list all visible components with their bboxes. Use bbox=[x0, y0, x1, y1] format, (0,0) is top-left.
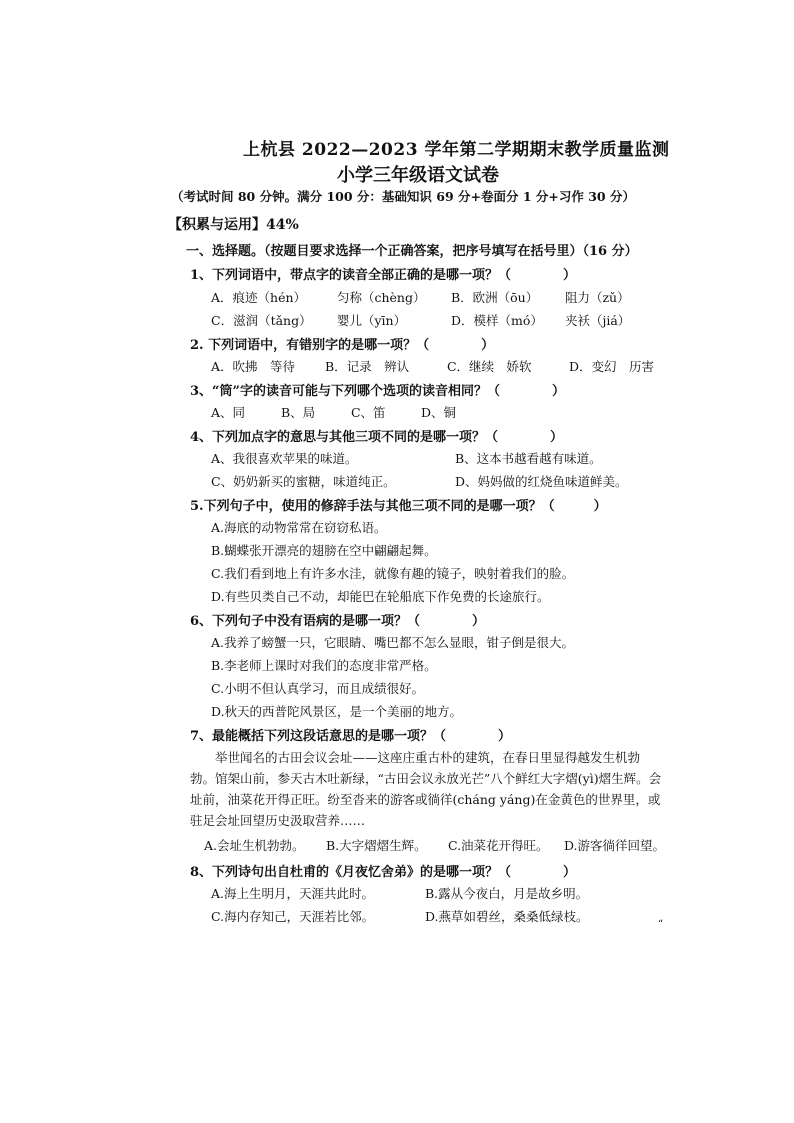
question-stem-1: 1、下列词语中，带点字的读音全部正确的是哪一项？（ ） bbox=[190, 268, 577, 283]
part-heading: 一、选择题。（按题目要求选择一个正确答案，把序号填写在括号里）（16 分） bbox=[186, 244, 638, 259]
option-b: B.李老师上课时对我们的态度非常严格。 bbox=[211, 658, 437, 673]
option-a: A、我很喜欢苹果的味道。 bbox=[211, 451, 358, 466]
page-mark: “ bbox=[658, 919, 664, 930]
q7-option-row bbox=[204, 836, 665, 854]
q3-option-row bbox=[211, 403, 456, 421]
q8-option-row-2 bbox=[211, 907, 589, 925]
option-a-1: A．痕迹（hén） bbox=[211, 290, 307, 305]
exam-title: 上杭县 2022—2023 学年第二学期期末教学质量监测 bbox=[243, 140, 670, 160]
option-c-2: 婴儿（yīn） bbox=[336, 313, 407, 328]
option-c: C.油菜花开得旺。 bbox=[447, 838, 549, 853]
question-stem-7: 7、最能概括下列这段话意思的是哪一项？（ ） bbox=[190, 729, 512, 744]
option-c: C.小明不但认真学习，而且成绩很好。 bbox=[211, 681, 425, 696]
exam-info: （考试时间 80 分钟。满分 100 分：基础知识 69 分+卷面分 1 分+习作 30 分） bbox=[171, 189, 635, 204]
option-b: B.蝴蝶张开漂亮的翅膀在空中翩翩起舞。 bbox=[211, 543, 437, 558]
option-d: D、妈妈做的红烧鱼味道鲜美。 bbox=[454, 474, 628, 489]
option-c: C．继续 娇软 bbox=[446, 359, 532, 374]
option-d: D.燕草如碧丝，桑桑低绿枝。 bbox=[424, 909, 589, 924]
option-a: A.会址生机勃勃。 bbox=[204, 838, 305, 853]
q8-option-row-1 bbox=[211, 884, 588, 902]
option-d-1: D．模样（mó） bbox=[450, 313, 543, 328]
option-d: D.有些贝类自己不动，却能巴在轮船底下作免费的长途旅行。 bbox=[211, 589, 550, 604]
question-stem-4: 4、下列加点字的意思与其他三项不同的是哪一项？（ ） bbox=[190, 430, 564, 445]
option-b: B.露从今夜白，月是故乡明。 bbox=[424, 886, 589, 901]
option-a-2: 匀称（chèng） bbox=[336, 290, 426, 305]
exam-subtitle: 小学三年级语文试卷 bbox=[337, 165, 499, 186]
option-d: D.秋天的西普陀风景区，是一个美丽的地方。 bbox=[211, 704, 463, 719]
option-a: A．吹拂 等待 bbox=[211, 359, 296, 374]
option-b-2: 阻力（zǔ） bbox=[564, 290, 630, 305]
option-b-1: B．欧洲（ōu） bbox=[450, 290, 539, 305]
question-stem-8: 8、下列诗句出自杜甫的《月夜忆舍弟》的是哪一项？（ ） bbox=[190, 865, 577, 880]
option-b: B．记录 辨认 bbox=[324, 359, 410, 374]
option-d-2: 夹袄（jiá） bbox=[564, 313, 631, 328]
option-a: A、同 bbox=[211, 405, 246, 420]
reading-passage: 举世闻名的古田会议会址——这座庄重古朴的建筑，在春日里显得越发生机勃勃。馆架山前，参天古木吐新绿，“古田会议永放光芒”八个鲜红大字熠(yì)熠生辉。会址前，油菜花开得正旺。纷至沓来的游客或徜徉(cháng yáng)在金黄色的世界里，或驻足会址回望历史汲取营养…… bbox=[190, 750, 662, 828]
section-label: 【积累与运用】44% bbox=[168, 217, 299, 233]
q4-option-row-1 bbox=[211, 449, 602, 467]
option-c: C.海内存知己，天涯若比邻。 bbox=[211, 909, 375, 924]
option-a: A.海上生明月，天涯共此时。 bbox=[211, 886, 375, 901]
option-c: C、奶奶新买的蜜糖，味道纯正。 bbox=[211, 474, 396, 489]
option-b: B.大字熠熠生辉。 bbox=[325, 838, 427, 853]
question-stem-3: 3、“筒”字的读音可能与下列哪个选项的读音相同？（ ） bbox=[190, 384, 566, 399]
option-d: D．变幻 历害 bbox=[568, 359, 654, 374]
option-b: B、这本书越看越有味道。 bbox=[454, 451, 602, 466]
question-stem-5: 5.下列句子中，使用的修辞手法与其他三项不同的是哪一项？（ ） bbox=[190, 499, 607, 514]
option-c: C、笛 bbox=[350, 405, 386, 420]
q1-option-row-1 bbox=[211, 288, 630, 306]
option-c: C.我们看到地上有许多水洼，就像有趣的镜子，映射着我们的脸。 bbox=[211, 566, 575, 581]
option-d: D.游客徜徉回望。 bbox=[563, 838, 666, 853]
option-a: A.我养了螃蟹一只，它眼睛、嘴巴都不怎么显眼，钳子倒是很大。 bbox=[211, 635, 575, 650]
question-stem-6: 6、下列句子中没有语病的是哪一项？（ ） bbox=[190, 614, 486, 629]
option-d: D、铜 bbox=[420, 405, 456, 420]
question-stem-2: 2. 下列词语中，有错别字的是哪一项？（ ） bbox=[190, 338, 495, 353]
option-a: A.海底的动物常常在窃窃私语。 bbox=[211, 520, 387, 535]
q4-option-row-2 bbox=[211, 472, 628, 490]
q1-option-row-2 bbox=[211, 311, 630, 329]
option-b: B、局 bbox=[280, 405, 316, 420]
option-c-1: C．滋润（tǎng） bbox=[211, 313, 312, 328]
q2-option-row bbox=[211, 357, 654, 375]
